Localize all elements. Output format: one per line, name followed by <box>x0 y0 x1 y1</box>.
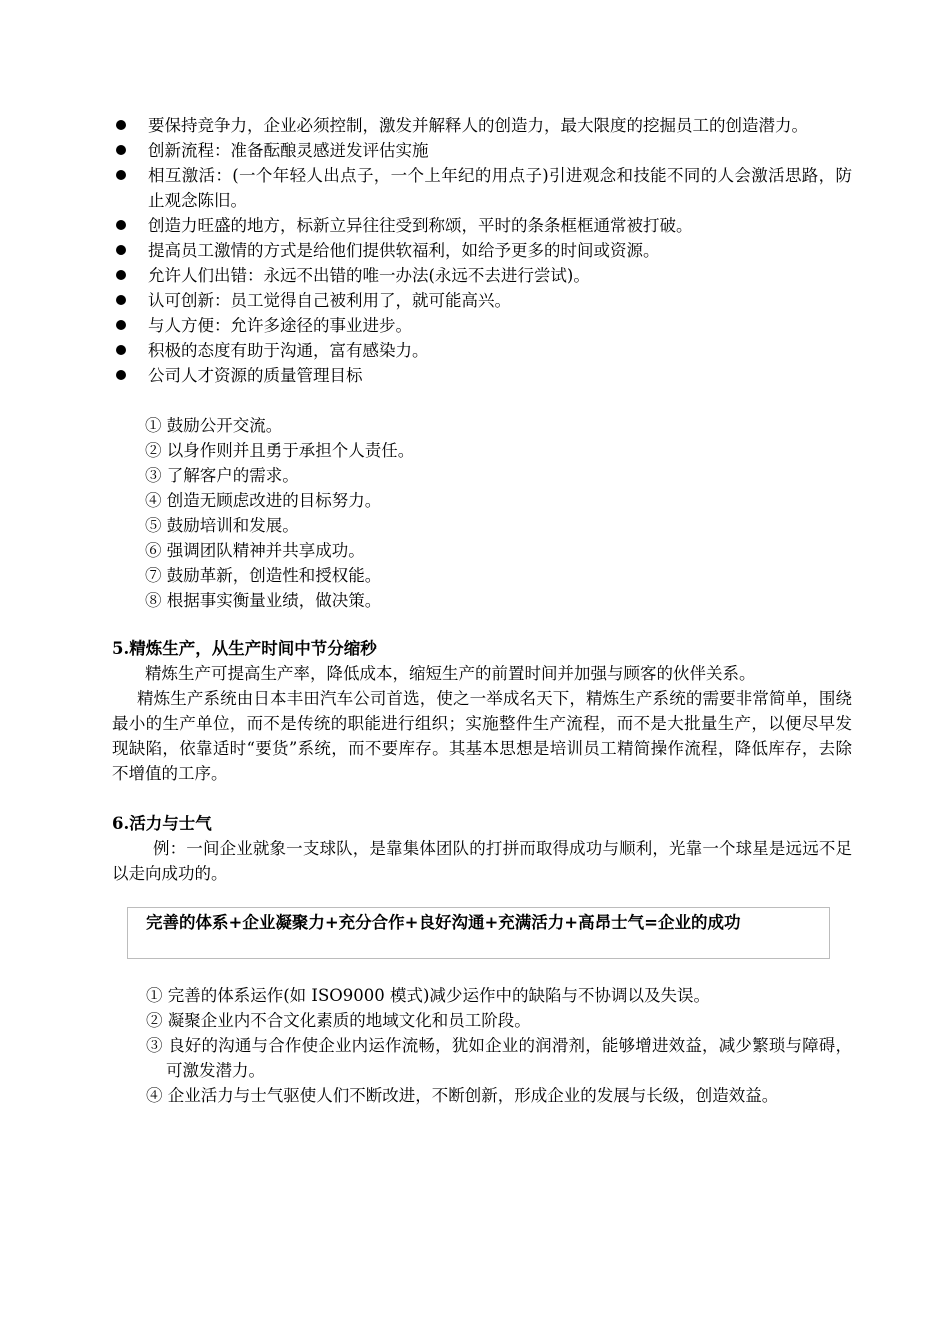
quality-goal-item: ⑧ 根据事实衡量业绩，做决策。 <box>145 591 382 610</box>
success-points-list <box>146 983 852 1108</box>
bullet-item <box>112 163 852 213</box>
success-point-item: ② 凝聚企业内不合文化素质的地域文化和员工阶段。 <box>146 1011 531 1030</box>
bullet-item <box>112 238 852 263</box>
section-heading: 5.精炼生产，从生产时间中节分缩秒 <box>112 639 377 658</box>
bullet-dot-icon <box>116 320 126 330</box>
bullet-dot-icon <box>116 170 126 180</box>
bullet-item <box>112 213 852 238</box>
bullet-text: 积极的态度有助于沟通，富有感染力。 <box>148 341 429 360</box>
quality-goal-item: ⑦ 鼓励革新，创造性和授权能。 <box>145 566 382 585</box>
section-heading: 6.活力与士气 <box>112 814 212 833</box>
bullet-text: 创造力旺盛的地方，标新立异往往受到称颂，平时的条条框框通常被打破。 <box>148 216 693 235</box>
bullet-dot-icon <box>116 220 126 230</box>
success-point-item: ④ 企业活力与士气驱使人们不断改进，不断创新，形成企业的发展与长级，创造效益。 <box>146 1086 779 1105</box>
quality-goal-item: ① 鼓励公开交流。 <box>145 416 283 435</box>
paragraph: 精炼生产系统由日本丰田汽车公司首选，使之一举成名天下，精炼生产系统的需要非常简单，围绕最小的生产单位，而不是传统的职能进行组织；实施整件生产流程，而不是大批量生产，以便尽早发现缺陷，依靠适时“要货”系统，而不要库存。其基本思想是培训员工精简操作流程，降低库存，去除不增值的工序。 <box>112 689 852 783</box>
bullet-text: 创新流程：准备酝酿灵感迸发评估实施 <box>148 141 429 160</box>
success-point-item: ③ 良好的沟通与合作使企业内运作流畅，犹如企业的润滑剂，能够增进效益，减少繁琐与障碍，可激发潜力。 <box>146 1036 852 1080</box>
bullet-list <box>112 113 852 388</box>
formula-box <box>127 907 830 959</box>
bullet-dot-icon <box>116 345 126 355</box>
quality-goal-item: ④ 创造无顾虑改进的目标努力。 <box>145 491 382 510</box>
bullet-dot-icon <box>116 295 126 305</box>
quality-goal-item: ③ 了解客户的需求。 <box>145 466 299 485</box>
section-vitality-morale <box>112 811 852 886</box>
section-lean-production <box>112 636 852 786</box>
bullet-dot-icon <box>116 370 126 380</box>
success-point-item: ① 完善的体系运作(如 ISO9000 模式)减少运作中的缺陷与不协调以及失误。 <box>146 986 710 1005</box>
quality-goals-list <box>112 413 885 613</box>
bullet-dot-icon <box>116 145 126 155</box>
bullet-dot-icon <box>116 120 126 130</box>
quality-goal-item: ② 以身作则并且勇于承担个人责任。 <box>145 441 415 460</box>
quality-goal-item: ⑥ 强调团队精神并共享成功。 <box>145 541 365 560</box>
bullet-dot-icon <box>116 245 126 255</box>
bullet-text: 允许人们出错：永远不出错的唯一办法(永远不去进行尝试)。 <box>148 266 590 285</box>
formula-text: 完善的体系+企业凝聚力+充分合作+良好沟通+充满活力+高昂士气=企业的成功 <box>146 913 741 932</box>
bullet-item <box>112 263 852 288</box>
paragraph: 精炼生产可提高生产率，降低成本，缩短生产的前置时间并加强与顾客的伙伴关系。 <box>145 664 756 683</box>
bullet-dot-icon <box>116 270 126 280</box>
bullet-text: 相互激活：(一个年轻人出点子，一个上年纪的用点子)引进观念和技能不同的人会激活思路，防止观念陈旧。 <box>148 166 852 210</box>
bullet-text: 提高员工激情的方式是给他们提供软福利，如给予更多的时间或资源。 <box>148 241 660 260</box>
bullet-item <box>112 113 852 138</box>
bullet-text: 公司人才资源的质量管理目标 <box>148 366 363 385</box>
bullet-text: 认可创新：员工觉得自己被利用了，就可能高兴。 <box>148 291 511 310</box>
paragraph: 例：一间企业就象一支球队，是靠集体团队的打拼而取得成功与顺利，光靠一个球星是远远不足以走向成功的。 <box>112 839 852 883</box>
bullet-item <box>112 288 852 313</box>
bullet-item <box>112 363 852 388</box>
bullet-text: 要保持竞争力，企业必须控制，激发并解释人的创造力，最大限度的挖掘员工的创造潜力。 <box>148 116 808 135</box>
quality-goal-item: ⑤ 鼓励培训和发展。 <box>145 516 299 535</box>
bullet-item <box>112 138 852 163</box>
bullet-item <box>112 338 852 363</box>
bullet-item <box>112 313 852 338</box>
bullet-text: 与人方便：允许多途径的事业进步。 <box>148 316 412 335</box>
